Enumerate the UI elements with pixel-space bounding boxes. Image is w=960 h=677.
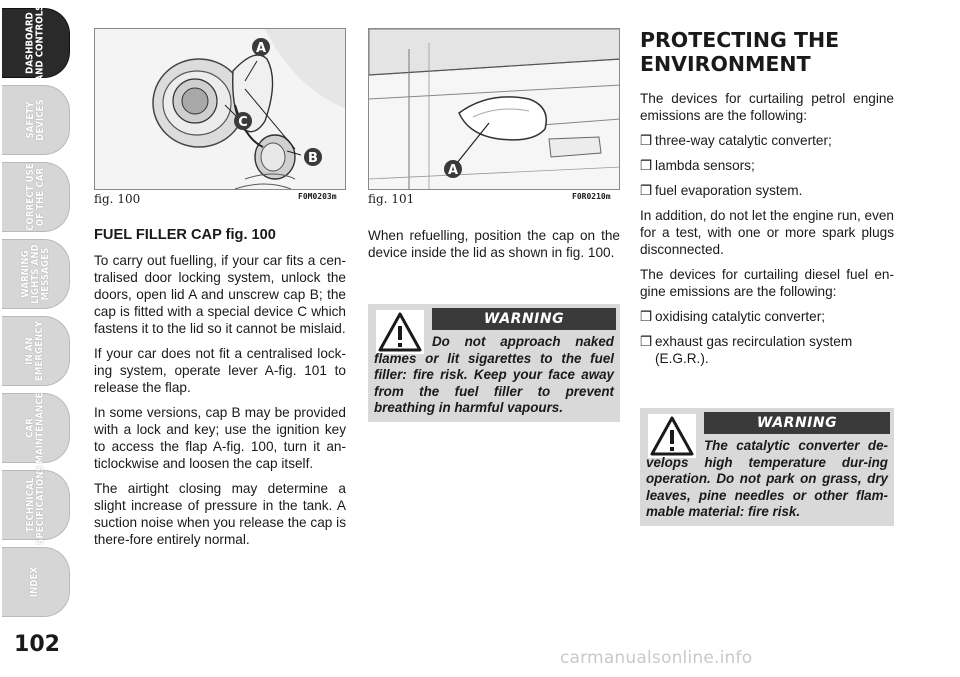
tab-label: IN AN EMERGENCY <box>24 320 46 382</box>
checkbox-icon: ❒ <box>640 183 653 198</box>
figure-101 <box>368 28 620 190</box>
warning-title: WARNING <box>432 308 616 330</box>
column-refuelling <box>368 227 620 269</box>
tab-correct-use[interactable] <box>2 162 70 232</box>
tab-safety-devices[interactable] <box>2 85 70 155</box>
paragraph: The airtight closing may determine a slight increase of pressure in the tank. A suction noise when you release the cap is there-fore entirely normal. <box>94 481 346 547</box>
tab-warning-lights[interactable] <box>2 239 70 309</box>
callout-b: B <box>308 151 318 166</box>
tab-label: DASHBOARD AND CONTROLS <box>24 4 46 82</box>
tab-label: SAFETY DEVICES <box>24 99 46 141</box>
figure-100 <box>94 28 346 190</box>
figure-code: F0M0203m <box>298 192 337 201</box>
fuel-cap-illustration <box>95 29 346 190</box>
tab-dashboard-and-controls[interactable] <box>2 4 70 82</box>
paragraph: The devices for curtailing petrol engine emissions are the following: <box>640 91 894 123</box>
tab-in-an-emergency[interactable] <box>2 316 70 386</box>
figure-caption: fig. 100 <box>94 192 141 206</box>
chapter-sidebar <box>0 0 72 677</box>
warning-text: The catalytic converter de-velops high temperature dur-ing operation. Do not park on grass, dry leaves, pine needles or other flam-mable material: fire risk. <box>646 438 888 519</box>
figure-code: F0R0210m <box>572 192 611 201</box>
list-item-text: fuel evaporation system. <box>655 183 803 198</box>
warning-title: WARNING <box>704 412 890 434</box>
callout-a: A <box>447 163 459 178</box>
warning-box-catalytic-converter <box>640 408 894 526</box>
paragraph: If your car does not fit a centralised lock-ing system, operate lever A-fig. 101 to release the flap. <box>94 346 346 395</box>
warning-text: Do not approach naked flames or lit sigarettes to the fuel filler: fire risk. Keep your face away from the fuel filler to prevent breathing in harmful vapours. <box>374 334 614 415</box>
list-item <box>640 132 894 149</box>
tab-label: INDEX <box>29 566 41 598</box>
warning-box-fuel-filler <box>368 304 620 422</box>
watermark: carmanualsonline.info <box>560 648 753 668</box>
callout-a: A <box>255 41 267 56</box>
column-environment <box>640 90 894 375</box>
checkbox-icon: ❒ <box>640 133 653 148</box>
list-item-text: lambda sensors; <box>655 158 755 173</box>
checkbox-icon: ❒ <box>640 334 653 349</box>
tab-car-maintenance[interactable] <box>2 393 70 463</box>
paragraph: The devices for curtailing diesel fuel en-gine emissions are the following: <box>640 267 894 299</box>
checkbox-icon: ❒ <box>640 309 653 324</box>
tab-index[interactable] <box>2 547 70 617</box>
page-number: 102 <box>14 632 60 657</box>
list-item <box>640 333 894 367</box>
paragraph: To carry out fuelling, if your car fits a cen-tralised door locking system, unlock the doors, open lid A and unscrew cap B; the cap is fitted with a special device C which fastens it to the lid so it cannot be mislaid. <box>94 253 346 336</box>
list-item <box>640 308 894 325</box>
tab-label: CAR MAINTENANCE <box>24 392 46 464</box>
list-item <box>640 182 894 199</box>
figure-caption: fig. 101 <box>368 192 415 206</box>
callout-c: C <box>238 115 248 130</box>
list-item <box>640 157 894 174</box>
release-lever-illustration <box>369 29 620 190</box>
tab-label: TECHNICAL SPECIFICATIONS <box>24 465 46 545</box>
checkbox-icon: ❒ <box>640 158 653 173</box>
column-fuel-filler-cap <box>94 227 346 556</box>
tab-label: WARNING LIGHTS AND MESSAGES <box>19 244 51 304</box>
section-heading: FUEL FILLER CAP fig. 100 <box>94 227 276 243</box>
paragraph: In addition, do not let the engine run, even for a test, with one or more spark plugs disconnected. <box>640 208 894 257</box>
tab-label: CORRECT USE OF THE CAR <box>24 163 46 231</box>
list-item-text: oxidising catalytic converter; <box>655 309 825 324</box>
paragraph: When refuelling, position the cap on the device inside the lid as shown in fig. 100. <box>368 228 620 260</box>
list-item-text: three-way catalytic converter; <box>655 133 832 148</box>
tab-technical-specifications[interactable] <box>2 465 70 545</box>
paragraph: In some versions, cap B may be provided with a lock and key; use the ignition key to access the flap A-fig. 100, turn it an-ticlockwise and loosen the cap itself. <box>94 405 346 471</box>
list-item-text: exhaust gas recirculation system (E.G.R.). <box>655 334 853 366</box>
page-heading: PROTECTING THE ENVIRONMENT <box>640 28 840 76</box>
